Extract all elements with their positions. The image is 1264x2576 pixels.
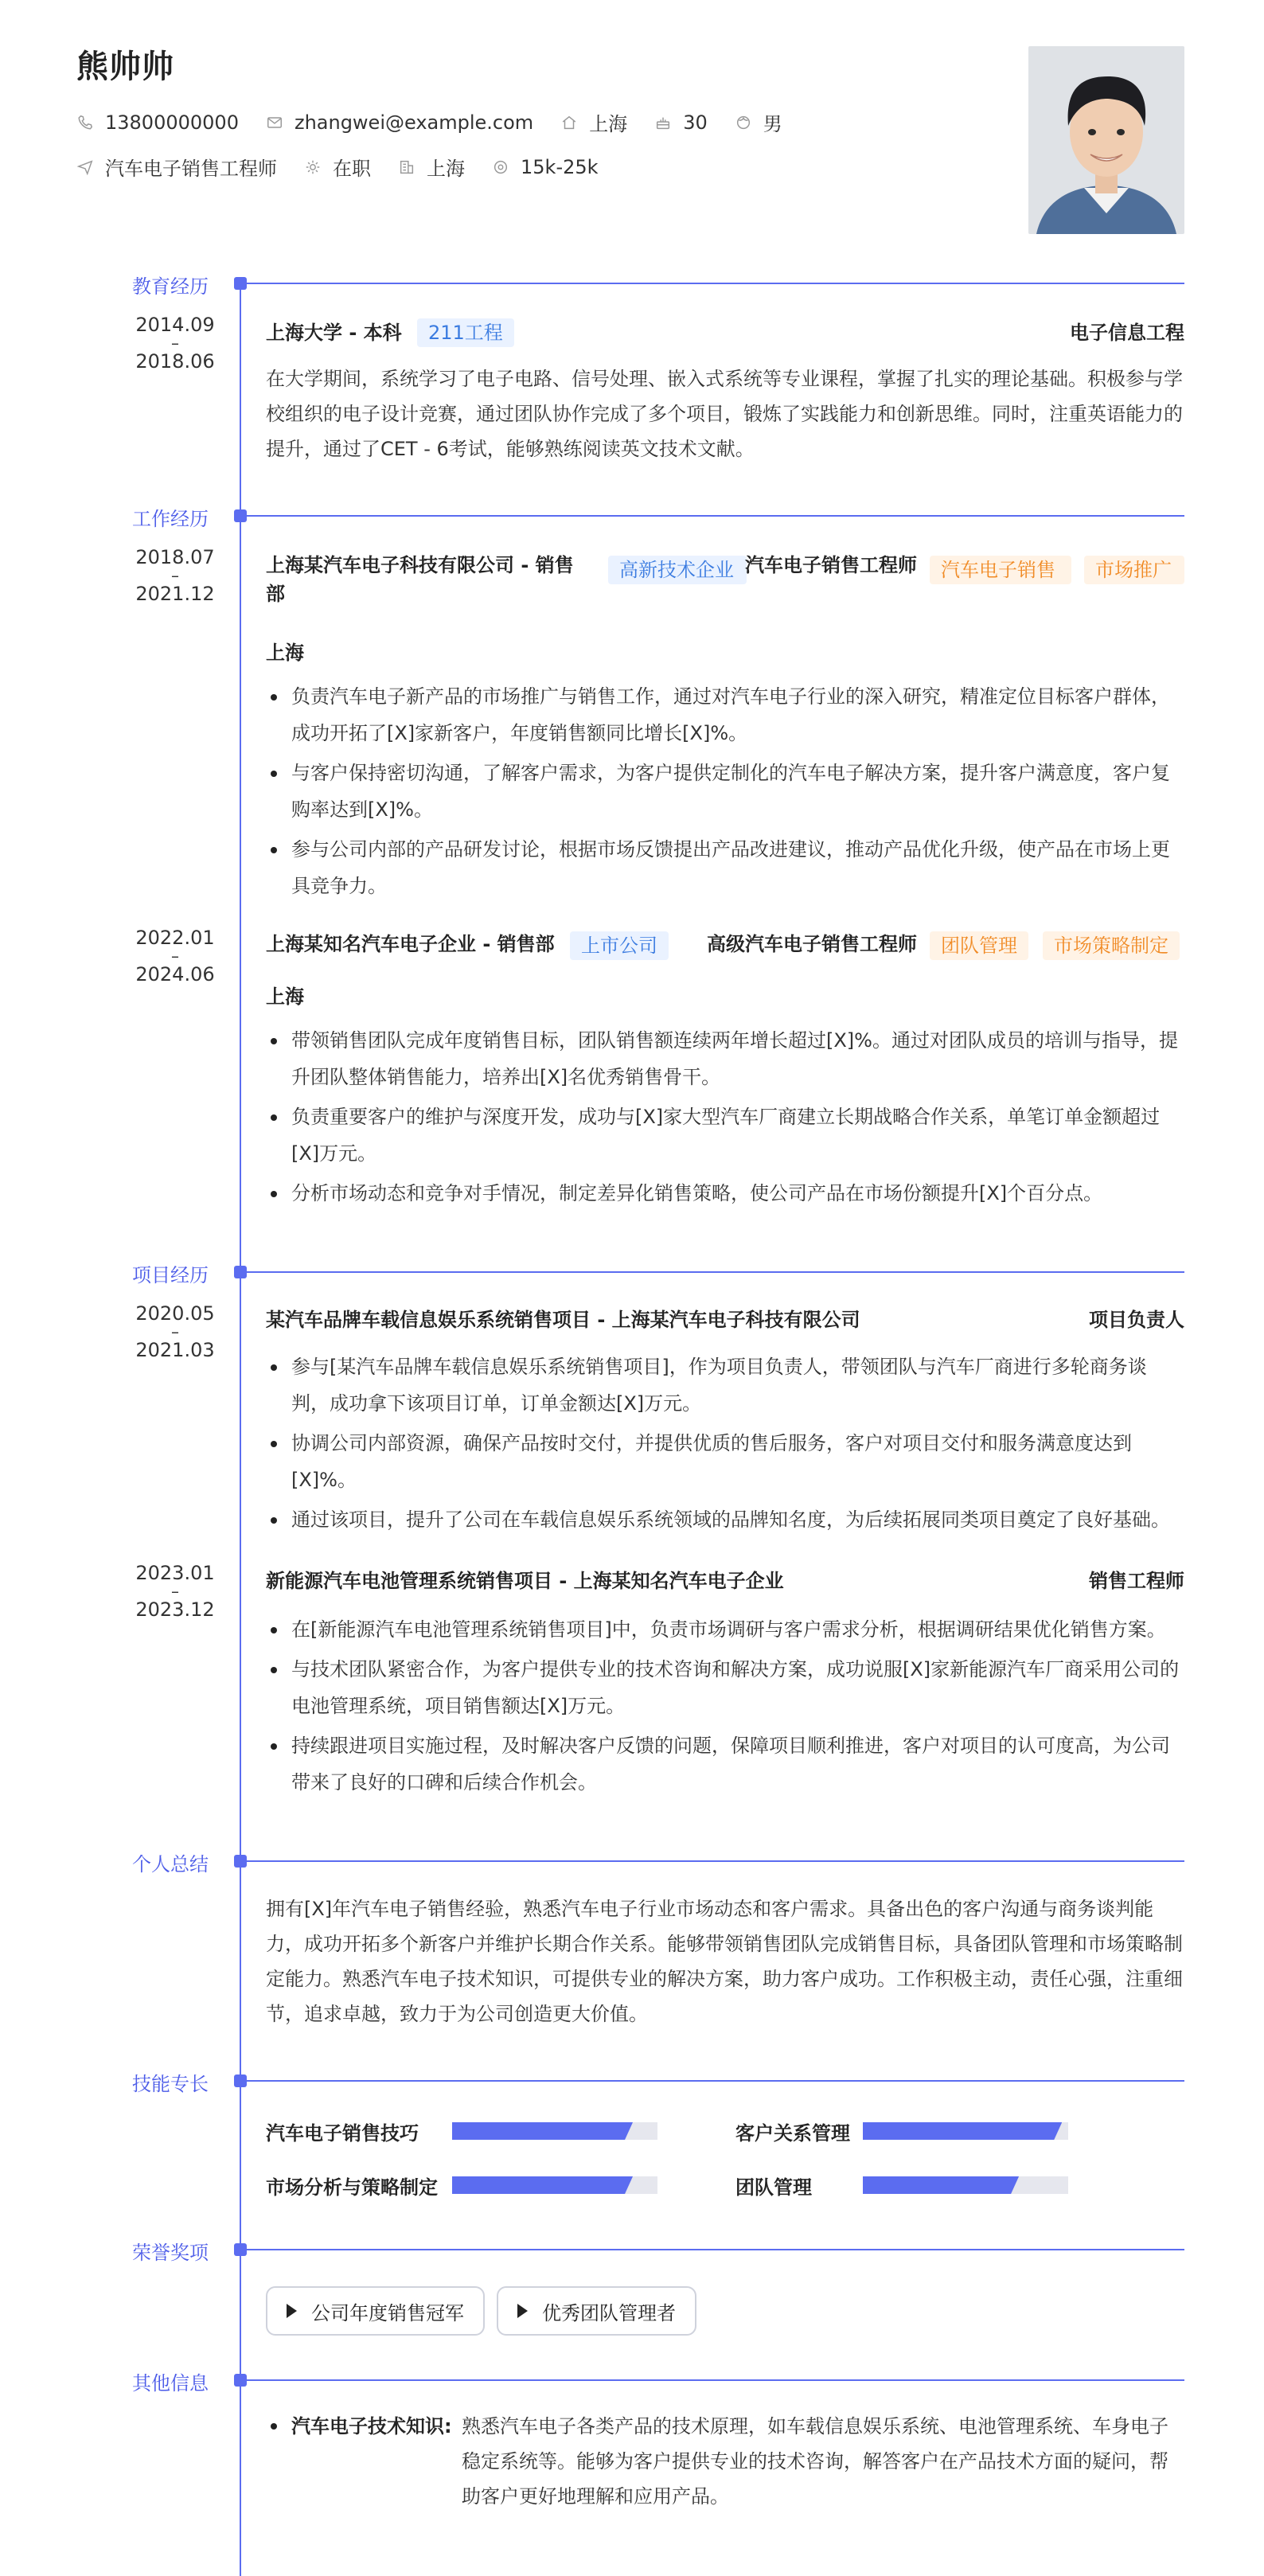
- gender-item: [735, 108, 782, 136]
- project-2-start: 2023.01: [135, 1562, 215, 1584]
- edu-end: 2018.06: [135, 350, 215, 373]
- other-info-label: 汽车电子技术知识:: [291, 2415, 452, 2437]
- phone-item: [76, 111, 239, 134]
- other-info-text: 熟悉汽车电子各类产品的技术原理，如车载信息娱乐系统、电池管理系统、车身电子稳定系统等。能够为客户提供专业的技术咨询，解答客户在产品技术方面的疑问，帮助客户更好地理解和应用产品。: [462, 2415, 1168, 2508]
- list-item: 参与公司内部的产品研发讨论，根据市场反馈提出产品改进建议，推动产品优化升级，使产品在市场上更具竞争力。: [266, 831, 1184, 904]
- work-city-text: 上海: [427, 158, 465, 180]
- work-city-item: [398, 153, 465, 181]
- work-1-bullets: [266, 678, 1184, 907]
- job-item: [76, 153, 277, 181]
- work-2-start: 2022.01: [135, 927, 215, 949]
- skill-bar: [863, 2176, 1068, 2194]
- list-item: 分析市场动态和竞争对手情况，制定差异化销售策略，使公司产品在市场份额提升[X]个百分点。: [266, 1175, 1184, 1212]
- date-dash: –: [171, 566, 179, 585]
- project-1-bullets: [266, 1348, 1184, 1541]
- work-1-role-tag: 市场推广: [1084, 556, 1184, 584]
- section-marker: [234, 1855, 247, 1868]
- city-item: [560, 108, 627, 136]
- building-icon: [398, 158, 415, 176]
- contact-row: [76, 108, 810, 136]
- section-title-project: 项目经历: [132, 1264, 209, 1286]
- project-2-end: 2023.12: [135, 1598, 215, 1621]
- job-text: 汽车电子销售工程师: [105, 158, 277, 180]
- work-1-role-tag: 汽车电子销售: [930, 556, 1071, 584]
- skill-bar: [863, 2122, 1068, 2140]
- project-1-title: 某汽车品牌车载信息娱乐系统销售项目 - 上海某汽车电子科技有限公司: [266, 1309, 860, 1331]
- date-dash: –: [171, 1322, 179, 1341]
- section-divider: [247, 2249, 1184, 2250]
- honor-text: 优秀团队管理者: [542, 2301, 676, 2324]
- project-2-bullets: [266, 1611, 1184, 1804]
- work-2-city: 上海: [266, 986, 304, 1008]
- work-2-role-tag: 市场策略制定: [1043, 931, 1180, 960]
- section-marker: [234, 277, 247, 290]
- list-item: 与客户保持密切沟通，了解客户需求，为客户提供定制化的汽车电子解决方案，提升客户满意度，客户复购率达到[X]%。: [266, 755, 1184, 828]
- play-icon: [287, 2304, 297, 2318]
- list-item: 持续跟进项目实施过程，及时解决客户反馈的问题，保障项目顺利推进，客户对项目的认可度高，为公司带来了良好的口碑和后续合作机会。: [266, 1727, 1184, 1801]
- work-2-date: [135, 928, 215, 984]
- edu-start: 2014.09: [135, 314, 215, 336]
- project-2-title: 新能源汽车电池管理系统销售项目 - 上海某知名汽车电子企业: [266, 1570, 784, 1592]
- coin-icon: [492, 158, 509, 176]
- list-item: 负责汽车电子新产品的市场推广与销售工作，通过对汽车电子行业的深入研究，精准定位目标客户群体，成功开拓了[X]家新客户，年度销售额同比增长[X]%。: [266, 678, 1184, 751]
- work-2-company: 上海某知名汽车电子企业 - 销售部: [266, 933, 555, 955]
- skill-bar: [452, 2176, 657, 2194]
- job-row: [76, 153, 626, 181]
- project-1-role: 项目负责人: [1089, 1309, 1184, 1331]
- bullet-dot: [271, 2423, 277, 2430]
- status-item: [304, 153, 371, 181]
- city-text: 上海: [589, 113, 628, 135]
- email-text: zhangwei@example.com: [294, 111, 534, 134]
- section-title-skills: 技能专长: [132, 2073, 209, 2095]
- phone-icon: [76, 114, 94, 131]
- project-1-date: [135, 1304, 215, 1360]
- section-marker: [234, 2374, 247, 2387]
- edu-date: [135, 315, 215, 371]
- avatar-photo: [1028, 46, 1184, 234]
- skill-bar-fill: [452, 2176, 633, 2194]
- candidate-name: 熊帅帅: [76, 49, 174, 85]
- skill-label: 团队管理: [735, 2176, 812, 2199]
- section-marker: [234, 2243, 247, 2256]
- date-dash: –: [171, 334, 179, 353]
- work-1-end: 2021.12: [135, 583, 215, 605]
- gear-icon: [304, 158, 322, 176]
- section-divider: [247, 1271, 1184, 1273]
- list-item: 通过该项目，提升了公司在车载信息娱乐系统领域的品牌知名度，为后续拓展同类项目奠定了良好基础。: [266, 1501, 1184, 1538]
- salary-text: 15k-25k: [521, 155, 599, 178]
- phone-text: 13800000000: [105, 111, 239, 134]
- section-divider: [247, 1860, 1184, 1862]
- section-title-work: 工作经历: [132, 508, 209, 530]
- date-dash: –: [171, 1582, 179, 1601]
- list-item: 在[新能源汽车电池管理系统销售项目]中，负责市场调研与客户需求分析，根据调研结果优化销售方案。: [266, 1611, 1184, 1648]
- honor-badge: [266, 2286, 485, 2336]
- date-dash: –: [171, 946, 179, 966]
- list-item: 负责重要客户的维护与深度开发，成功与[X]家大型汽车厂商建立长期战略合作关系，单笔订单金额超过[X]万元。: [266, 1099, 1184, 1172]
- edu-tag: 211工程: [417, 318, 514, 347]
- work-2-company-tag: 上市公司: [570, 931, 669, 960]
- gender-text: 男: [763, 113, 782, 135]
- work-2-role: 高级汽车电子销售工程师: [707, 933, 917, 955]
- project-2-date: [135, 1563, 215, 1619]
- skill-label: 客户关系管理: [735, 2122, 850, 2145]
- work-1-date: [135, 548, 215, 603]
- play-icon: [517, 2304, 528, 2318]
- work-1-company-tag: 高新技术企业: [608, 556, 747, 584]
- honor-badge: [497, 2286, 696, 2336]
- salary-item: [492, 156, 599, 178]
- skill-bar-fill: [863, 2122, 1062, 2140]
- list-item: 参与[某汽车品牌车载信息娱乐系统销售项目]，作为项目负责人，带领团队与汽车厂商进行多轮商务谈判，成功拿下该项目订单，订单金额达[X]万元。: [266, 1348, 1184, 1422]
- status-text: 在职: [333, 158, 371, 180]
- timeline-line: [240, 283, 241, 2576]
- cake-icon: [654, 114, 672, 131]
- skill-bar: [452, 2122, 657, 2140]
- project-1-end: 2021.03: [135, 1339, 215, 1361]
- age-item: [654, 111, 708, 134]
- edu-description: 在大学期间，系统学习了电子电路、信号处理、嵌入式系统等专业课程，掌握了扎实的理论基础。积极参与学校组织的电子设计竞赛，通过团队协作完成了多个项目，锻炼了实践能力和创新思维。同时，注重英语能力的提升，通过了CET - 6考试，能够熟练阅读英文技术文献。: [266, 368, 1183, 460]
- skill-label: 市场分析与策略制定: [266, 2176, 438, 2199]
- gender-icon: [735, 114, 752, 131]
- send-icon: [76, 158, 94, 176]
- section-title-education: 教育经历: [132, 275, 209, 298]
- section-marker: [234, 509, 247, 522]
- work-2-role-tag: 团队管理: [930, 931, 1028, 960]
- work-2-end: 2024.06: [135, 963, 215, 986]
- section-marker: [234, 2074, 247, 2087]
- work-1-role: 汽车电子销售工程师: [745, 554, 917, 576]
- project-2-role: 销售工程师: [1089, 1570, 1184, 1592]
- list-item: 带领销售团队完成年度销售目标，团队销售额连续两年增长超过[X]%。通过对团队成员的培训与指导，提升团队整体销售能力，培养出[X]名优秀销售骨干。: [266, 1022, 1184, 1095]
- section-divider: [247, 2379, 1184, 2381]
- section-divider: [247, 515, 1184, 517]
- section-marker: [234, 1266, 247, 1278]
- honor-text: 公司年度销售冠军: [311, 2301, 464, 2324]
- email-item: [266, 111, 533, 134]
- edu-school: 上海大学 - 本科: [266, 322, 402, 344]
- age-text: 30: [683, 111, 708, 134]
- skill-bar-fill: [863, 2176, 1019, 2194]
- edu-major: 电子信息工程: [1070, 322, 1184, 344]
- section-title-other: 其他信息: [132, 2372, 209, 2395]
- work-1-city: 上海: [266, 642, 304, 664]
- section-title-honors: 荣誉奖项: [132, 2242, 209, 2264]
- list-item: 与技术团队紧密合作，为客户提供专业的技术咨询和解决方案，成功说服[X]家新能源汽车厂商采用公司的电池管理系统，项目销售额达[X]万元。: [266, 1651, 1184, 1724]
- work-2-bullets: [266, 1022, 1184, 1215]
- section-divider: [247, 283, 1184, 284]
- section-title-summary: 个人总结: [132, 1853, 209, 1875]
- home-icon: [560, 114, 578, 131]
- skill-label: 汽车电子销售技巧: [266, 2122, 419, 2145]
- list-item: 协调公司内部资源，确保产品按时交付，并提供优质的售后服务，客户对项目交付和服务满意度达到[X]%。: [266, 1425, 1184, 1498]
- section-divider: [247, 2080, 1184, 2082]
- summary-text: 拥有[X]年汽车电子销售经验，熟悉汽车电子行业市场动态和客户需求。具备出色的客户沟通与商务谈判能力，成功开拓多个新客户并维护长期合作关系。能够带领销售团队完成销售目标，具备团队管理和市场策略制定能力。熟悉汽车电子技术知识，可提供专业的解决方案，助力客户成功。工作积极主动，责任心强，注重细节，追求卓越，致力于为公司创造更大价值。: [266, 1898, 1183, 2025]
- skill-bar-fill: [452, 2122, 633, 2140]
- mail-icon: [266, 114, 283, 131]
- work-1-start: 2018.07: [135, 546, 215, 568]
- project-1-start: 2020.05: [135, 1302, 215, 1325]
- work-1-company: 上海某汽车电子科技有限公司 - 销售部: [266, 554, 574, 605]
